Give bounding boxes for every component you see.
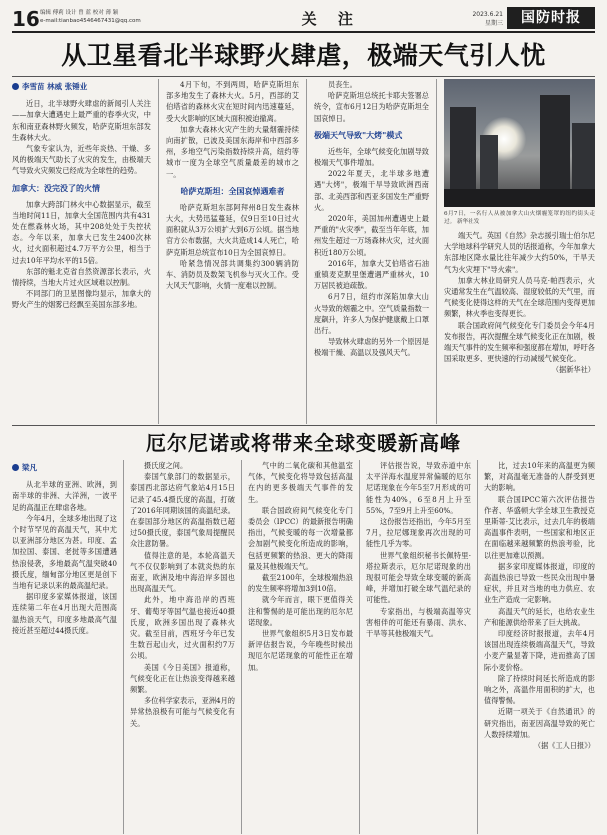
paragraph: 哈萨克斯坦总统托卡耶夫签署总统令，宣布6月12日为哈萨克斯坦全国哀悼日。 (314, 91, 429, 123)
paragraph: 2022年夏天，北半球多地遭遇"大烤"，极端干旱导致欧洲西南部、北美西部和西亚多国发生严重野火。 (314, 169, 430, 212)
byline-bullet-icon (12, 83, 19, 90)
paragraph: 导致林火肆虐的另外一个原因是极端干燥、高温以及强风天气。 (314, 337, 429, 358)
paragraph: 近日，北半球野火肆虐的新闻引人关注——加拿大遭遇史上最严重的春季火灾，中东和南亚森林野火频发，哈萨克斯坦东部发生森林大火。 (12, 99, 151, 142)
paragraph: 世界气象组织5月3日发布最新评估报告说，今年晚些时候出现厄尔尼诺现象的可能性正在增加。 (248, 629, 353, 672)
paragraph: 这份报告还指出，今年5月至7月，拉尼娜现象再次出现的可能性几乎为零。 (366, 517, 471, 549)
paragraph: 今年4月，全球多地出现了这个时节罕见的高温天气，其中尤以亚洲部分地区为甚。印度、孟加拉国、泰国、老挝等多国遭遇热浪侵袭，多地最高气温突破40摄氏度，缅甸部分地区更是创下当地有记录以来的最高温纪录。 (12, 513, 117, 591)
newspaper-logo: 国防时报 (507, 7, 595, 29)
paragraph: 气象专家认为，近些年炎热、干燥、多风的极端天气助长了火灾的发生，由极端天气导致火灾频发已经成为全球性的趋势。 (12, 144, 151, 176)
story1-headline: 从卫星看北半球野火肆虐，极端天气引人忧 (61, 41, 546, 70)
story2-column-5 (478, 460, 595, 834)
paragraph: 值得注意的是，本轮高温天气不仅仅影响到了本就炎热的东南亚，欧洲及地中海沿岸多国也出现高温天气。 (130, 550, 235, 594)
paragraph: 就今年而言，眼下更值得关注和警惕的是可能出现的厄尔尼诺现象。 (248, 595, 353, 627)
story1-column-1 (12, 79, 159, 424)
paragraph: 东部的魁北克省自然资源部长表示，火情持续，当地大片过火区域难以控制。 (12, 266, 151, 288)
paragraph: 2020年，美国加州遭遇史上最严重的"火灾季"，截至当年年底，加州发生超过一万场森林火灾，过火面积近180万公顷。 (314, 214, 430, 257)
paragraph: 据多家印度媒体报道，印度的高温热浪已导致一些民众出现中暑症状，并且对当地的电力供应、农业生产造成一定影响。 (484, 561, 595, 605)
paragraph: 比，过去10年来的高温更为频繁，对高温毫无准备的人群受到更大的影响。 (484, 461, 595, 493)
paragraph: 摄氏度之间。 (144, 461, 188, 470)
story2-source: （据《工人日报》） (533, 741, 595, 751)
story1-column-3 (307, 79, 437, 424)
paragraph: 哈萨克斯坦东部阿拜州8日发生森林大火，大势迅猛蔓延，仅9日至10日过火面积就从3万公顷扩大到6万公顷。据当地官方公布数据，大火共造成14人死亡，哈萨克斯坦总统宣布10日为全国哀悼日。 (166, 202, 299, 257)
paragraph: 加拿大森林火灾产生的大量烟霾持续向南扩散，已波及美国东海岸和中西部多州，多地空气污染指数持续升高，纽约等城市一度为全球空气质量最差的城市之一。 (166, 124, 299, 179)
paragraph: 此外，地中海沿岸的西班牙、葡萄牙等国气温也接近40摄氏度，欧洲多国出现了森林火灾。截至目前，西班牙今年已发生数百起山火，过火面积约7万公顷。 (130, 595, 235, 661)
page-number: 16 (12, 7, 40, 31)
paragraph: 端天气。英国《自然》杂志援引瑞士伯尔尼大学地球科学研究人员的话报道称，今年加拿大东部地区降水量比往年减少大约50%，干旱天气为火灾埋下"导火索"。 (444, 231, 595, 274)
story2-column-4 (360, 460, 478, 834)
paragraph: 多位科学家表示，亚洲4月的异常热浪极有可能与气候变化有关。 (130, 696, 235, 728)
issue-date: 2023.6.21 (472, 11, 503, 18)
news-photo (444, 79, 595, 207)
story1-source: （据新华社） (551, 365, 595, 375)
story1-body (12, 79, 595, 424)
story1-subhead-canada: 加拿大：没完没了的火情 (12, 183, 100, 193)
paragraph: 美国《今日美国》报道称，气候变化正在让热浪变得越来越频繁。 (130, 662, 235, 695)
story1-column-4 (437, 79, 595, 424)
section-title: 关 注 (301, 10, 361, 28)
paragraph: 4月下旬，不到两周，哈萨克斯坦东部多地发生了森林大火。5月，西部的艾伯塔省的森林火灾在短时间内迅速蔓延，受大火影响的区域大面积被迫撤离。 (166, 80, 299, 123)
paragraph: 联合国政府间气候变化专门委员会（IPCC）的最新报告明确指出，气候变暖的每一次增量都会加剧气候变化所造成的影响，包括更频繁的热浪、更大的降雨量及其他极端天气。 (248, 505, 353, 571)
story1-subhead-kazakhstan: 哈萨克斯坦：全国哀悼遇难者 (180, 186, 285, 196)
paragraph: 联合国政府间气候变化专门委员会今年4月发布报告，再次提醒全球气候变化正在加剧，极端天气事件的发生频率和强度都在增加，呼吁各国采取更多、更快速的行动减缓气候变化。 (444, 320, 595, 364)
paragraph: 加拿大林业局研究人员马克·帕西表示，火灾通常发生在气温较高、湿度较低的天气里，而气候变化使得这样的天气在全球范围内变得更加频繁，林火季也变得更长。 (444, 275, 595, 319)
paragraph: 专家指出，与极端高温等灾害相伴的可能还有暴雨、洪水、干旱等其他极端天气。 (366, 606, 471, 639)
paragraph: 加拿大跨部门林火中心数据显示，截至当地时间11日，加拿大全国范围内共有431处在燃森林火场，其中208处处于失控状态。今年以来，加拿大已发生2400次林火，过火面积超过4.7万平方公里，相当于过去10年平均水平的15倍。 (12, 199, 151, 265)
paragraph: 员丧生。 (328, 80, 357, 89)
divider (12, 76, 595, 77)
email-line: e-mail:tianbao4546467431@qq.com (40, 17, 141, 24)
paragraph: 据印度多家媒体报道，该国连续第二年在4月出现大范围高温热浪天气，印度多地最高气温接近甚至超过44摄氏度。 (12, 592, 117, 635)
photo-street (444, 189, 595, 207)
paragraph: 从北半球的亚洲、欧洲，到南半球的非洲、大洋洲，一波平足的高温正在肆虐各地。 (12, 480, 117, 512)
paragraph: 联合国IPCC第六次评估报告作者、华盛顿大学全球卫生教授克里斯蒂·艾比表示，过去几年的极端高温事件表明，一些国家和地区正在面临越来越频繁的热浪考验，比以往更加难以预测。 (484, 494, 595, 560)
paragraph: 世界气象组织秘书长佩特里·塔拉斯表示，厄尔尼诺现象的出现很可能会导致全球变暖的新高峰，并增加打破全球气温纪录的可能性。 (366, 550, 471, 605)
paragraph: 截至2100年，全球极端热浪的发生频率将增加3到10倍。 (248, 573, 353, 594)
paragraph: 除了持续时间延长所造成的影响之外，高温作用面积的扩大，也值得警惕。 (484, 673, 595, 706)
paragraph: 泰国气象部门的数据显示，泰国西北部达府气象站4月15日记录了45.4摄氏度的高温，打破了2016年同期该国的高温纪录。在泰国部分地区的高温指数已超过50摄氏度，泰国气象局提醒民众注意防暑。 (130, 472, 235, 549)
paragraph: 印度经济时报报道，去年4月该国出现连续极端高温天气，导致小麦产量显著下降，进而推高了国际小麦价格。 (484, 629, 595, 672)
story2-column-3 (242, 460, 360, 834)
editor-line: 编辑 傅莉 设计 曾 蓝 校对 薄 颖 (40, 10, 119, 16)
issue-weekday: 星期三 (484, 20, 503, 27)
paragraph: 哈紧急情况部共调集约300辆消防车、消防员及数架飞机参与灭火工作。受大风天气影响，火情一度难以控制。 (166, 258, 299, 291)
date-block (472, 5, 507, 31)
story2-column-2 (124, 460, 242, 834)
paragraph: 近期一项关于《自然通讯》的研究指出，南亚因高温导致的死亡人数持续增加。 (484, 707, 595, 739)
story2-body (12, 460, 595, 834)
story1-subhead-extreme-weather: 极端天气导致"大烤"模式 (314, 130, 403, 140)
story2-headline: 厄尔尼诺或将带来全球变暖新高峰 (12, 425, 595, 460)
paragraph: 高温天气的延长，也给农业生产和能源供给带来了巨大挑战。 (484, 606, 595, 627)
paragraph: 气中的二氧化碳和其他温室气体，气候变化将导致包括高温在内的更多极端天气事件的发生。 (248, 461, 353, 504)
paragraph: 近些年，全球气候变化加剧导致极端天气事件增加。 (314, 146, 429, 168)
editorial-meta (40, 5, 190, 31)
masthead (12, 5, 595, 33)
paragraph: 2016年，加拿大艾伯塔省石油重镇麦克默里堡遭遇严重林火，10万居民被迫疏散。 (314, 258, 429, 291)
byline-text: 李雪苗 林威 张锤业 (22, 82, 88, 91)
paragraph: 6月7日，纽约市深陷加拿大山火导致的烟霾之中。空气质量指数一度飙升，许多人为保护健康戴上口罩出行。 (314, 292, 430, 336)
story1-column-2 (159, 79, 307, 424)
story2-byline (12, 462, 117, 473)
byline-bullet-icon (12, 464, 19, 471)
paragraph: 评估报告说，导致赤道中东太平洋海水温度异常偏暖的厄尔尼诺现象在今年5至7月形成的可能性为40%，6至8月上升至55%，7至9月上升至60%。 (366, 461, 471, 515)
story1-byline (12, 81, 151, 92)
byline-text: 梁凡 (22, 463, 37, 472)
story2-column-1 (12, 460, 124, 834)
photo-caption: 6月7日，一名行人从被加拿大山火烟霾笼罩的纽约街头走过。 新华社发 (444, 211, 595, 225)
paragraph: 不同部门的卫星图像均显示，加拿大的野火产生的烟雾已经飘至美国东部多地。 (12, 289, 151, 310)
